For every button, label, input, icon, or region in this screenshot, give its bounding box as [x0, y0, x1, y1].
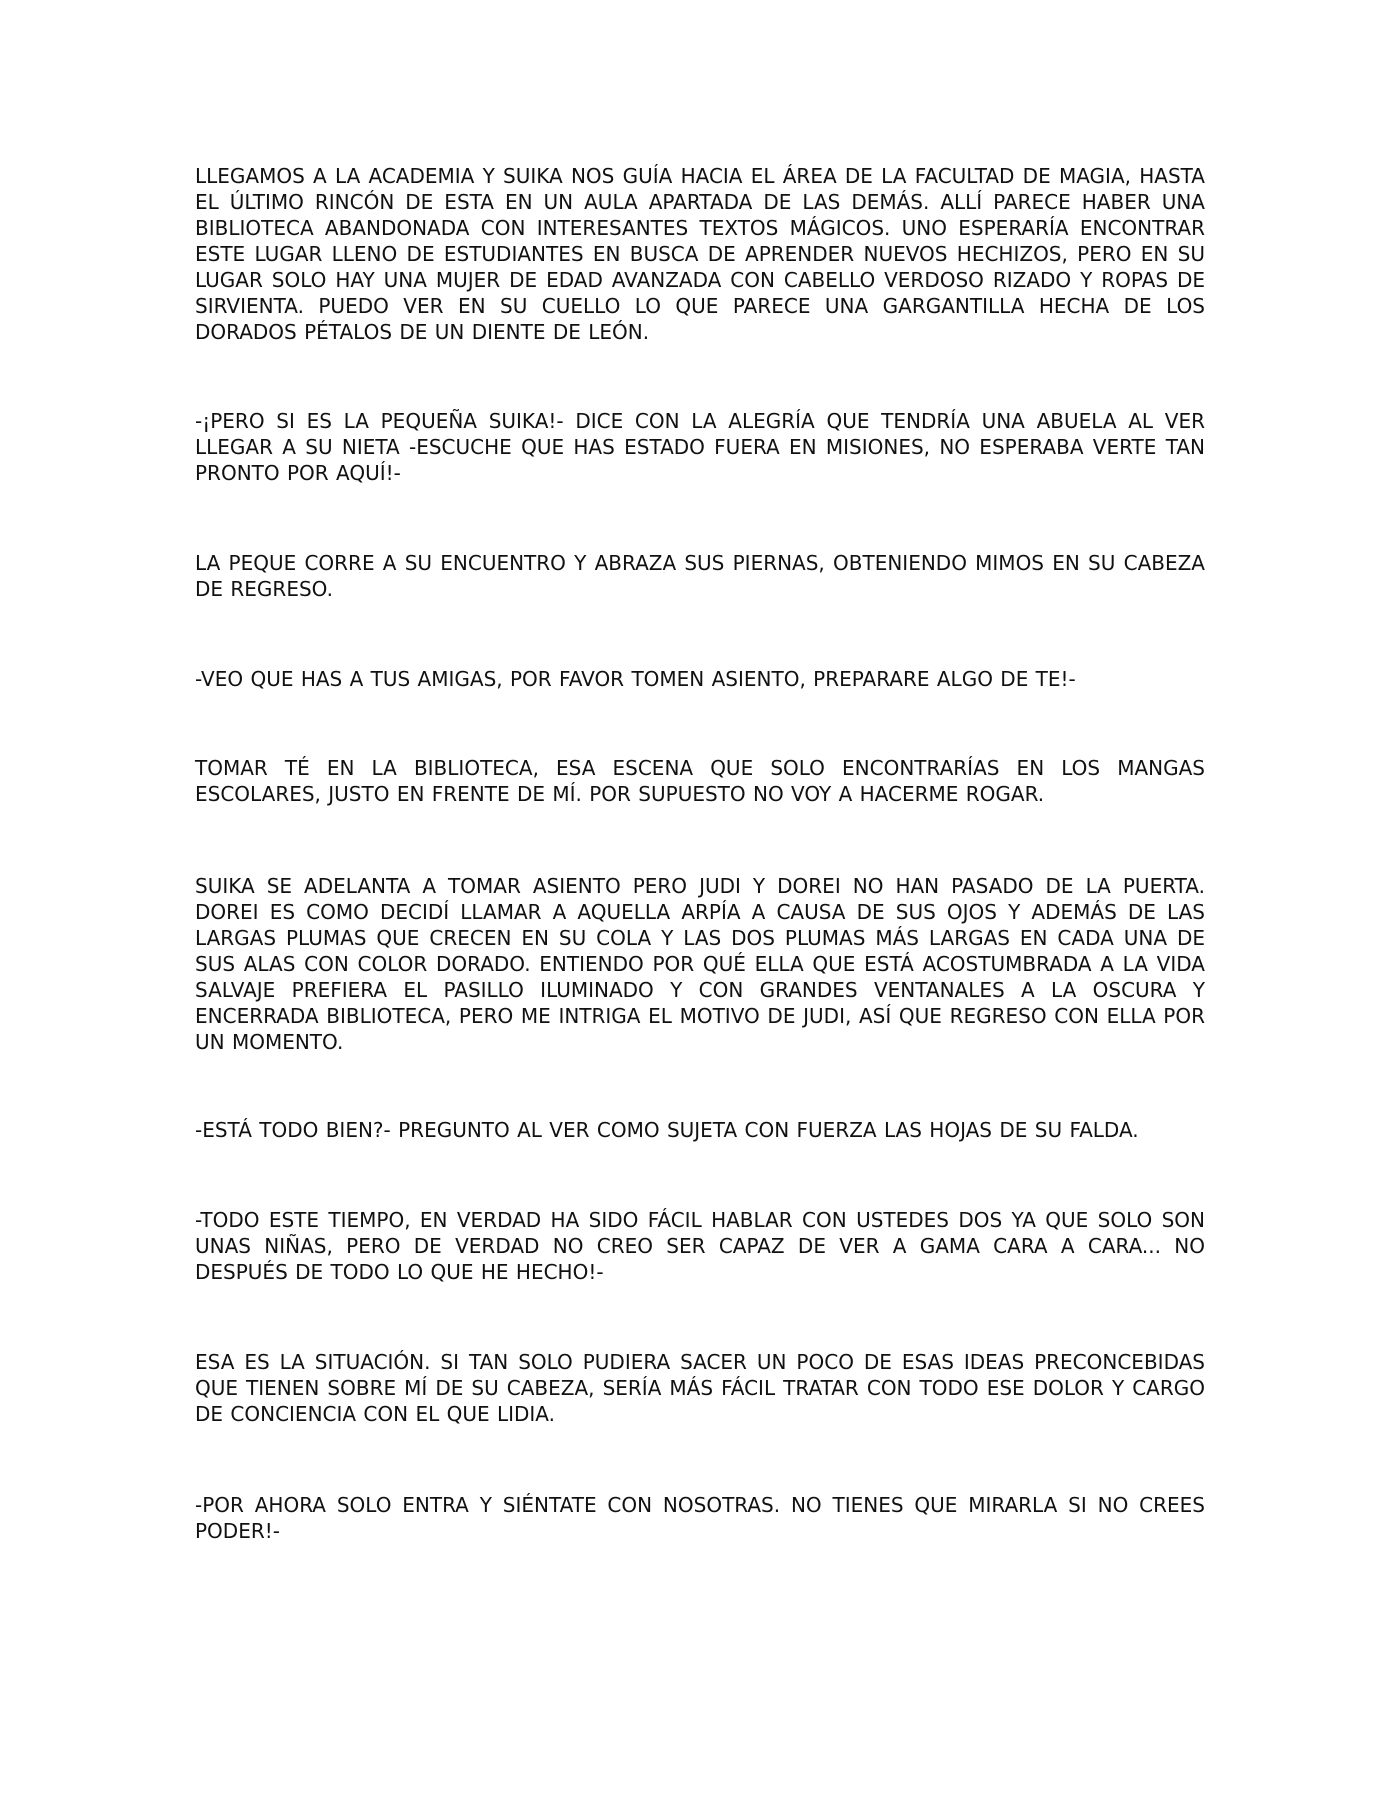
paragraph-suika-hugs: LA PEQUE CORRE A SU ENCUENTRO Y ABRAZA SUS PIERNAS, OBTENIENDO MIMOS EN SU CABEZA DE REGRESO.: [195, 551, 1205, 601]
paragraph-tea-in-library: TOMAR TÉ EN LA BIBLIOTECA, ESA ESCENA QUE SOLO ENCONTRARÍAS EN LOS MANGAS ESCOLARES, JUSTO EN FRENTE DE MÍ. POR SUPUESTO NO VOY A HACERME ROGAR.: [195, 756, 1205, 806]
paragraph-the-situation: ESA ES LA SITUACIÓN. SI TAN SOLO PUDIERA SACER UN POCO DE ESAS IDEAS PRECONCEBIDAS QUE TIENEN SOBRE MÍ DE SU CABEZA, SERÍA MÁS FÁCIL TRATAR CON TODO ESE DOLOR Y CARGO DE CONCIENCIA CON EL QUE LIDIA.: [195, 1350, 1205, 1426]
paragraph-judi-and-dorei: SUIKA SE ADELANTA A TOMAR ASIENTO PERO JUDI Y DOREI NO HAN PASADO DE LA PUERTA. DOREI ES COMO DECIDÍ LLAMAR A AQUELLA ARPÍA A CAUSA DE SUS OJOS Y ADEMÁS DE LAS LARGAS PLUMAS QUE CRECEN EN SU COLA Y LAS DOS PLUMAS MÁS LARGAS EN CADA UNA DE SUS ALAS CON COLOR DORADO. ENTIENDO POR QUÉ ELLA QUE ESTÁ ACOSTUMBRADA A LA VIDA SALVAJE PREFIERA EL PASILLO ILUMINADO Y CON GRANDES VENTANALES A LA OSCURA Y ENCERRADA BIBLIOTECA, PERO ME INTRIGA EL MOTIVO DE JUDI, ASÍ QUE REGRESO CON ELLA POR UN MOMENTO.: [195, 874, 1205, 1054]
paragraph-old-woman-greeting: -¡PERO SI ES LA PEQUEÑA SUIKA!- DICE CON LA ALEGRÍA QUE TENDRÍA UNA ABUELA AL VER LLEGAR A SU NIETA -ESCUCHE QUE HAS ESTADO FUERA EN MISIONES, NO ESPERABA VERTE TAN PRONTO POR AQUÍ!-: [195, 409, 1205, 485]
paragraph-judi-confession: -TODO ESTE TIEMPO, EN VERDAD HA SIDO FÁCIL HABLAR CON USTEDES DOS YA QUE SOLO SON UNAS NIÑAS, PERO DE VERDAD NO CREO SER CAPAZ DE VER A GAMA CARA A CARA... NO DESPUÉS DE TODO LO QUE HE HECHO!-: [195, 1208, 1205, 1284]
paragraph-arrival-at-academy: LLEGAMOS A LA ACADEMIA Y SUIKA NOS GUÍA HACIA EL ÁREA DE LA FACULTAD DE MAGIA, HASTA EL ÚLTIMO RINCÓN DE ESTA EN UN AULA APARTADA DE LAS DEMÁS. ALLÍ PARECE HABER UNA BIBLIOTECA ABANDONADA CON INTERESANTES TEXTOS MÁGICOS. UNO ESPERARÍA ENCONTRAR ESTE LUGAR LLENO DE ESTUDIANTES EN BUSCA DE APRENDER NUEVOS HECHIZOS, PERO EN SU LUGAR SOLO HAY UNA MUJER DE EDAD AVANZADA CON CABELLO VERDOSO RIZADO Y ROPAS DE SIRVIENTA. PUEDO VER EN SU CUELLO LO QUE PARECE UNA GARGANTILLA HECHA DE LOS DORADOS PÉTALOS DE UN DIENTE DE LEÓN.: [195, 164, 1205, 344]
paragraph-is-everything-ok: -ESTÁ TODO BIEN?- PREGUNTO AL VER COMO SUJETA CON FUERZA LAS HOJAS DE SU FALDA.: [195, 1118, 1139, 1142]
paragraph-take-a-seat: -VEO QUE HAS A TUS AMIGAS, POR FAVOR TOMEN ASIENTO, PREPARARE ALGO DE TE!-: [195, 667, 1076, 691]
paragraph-come-in-and-sit: -POR AHORA SOLO ENTRA Y SIÉNTATE CON NOSOTRAS. NO TIENES QUE MIRARLA SI NO CREES PODER!-: [195, 1493, 1205, 1543]
